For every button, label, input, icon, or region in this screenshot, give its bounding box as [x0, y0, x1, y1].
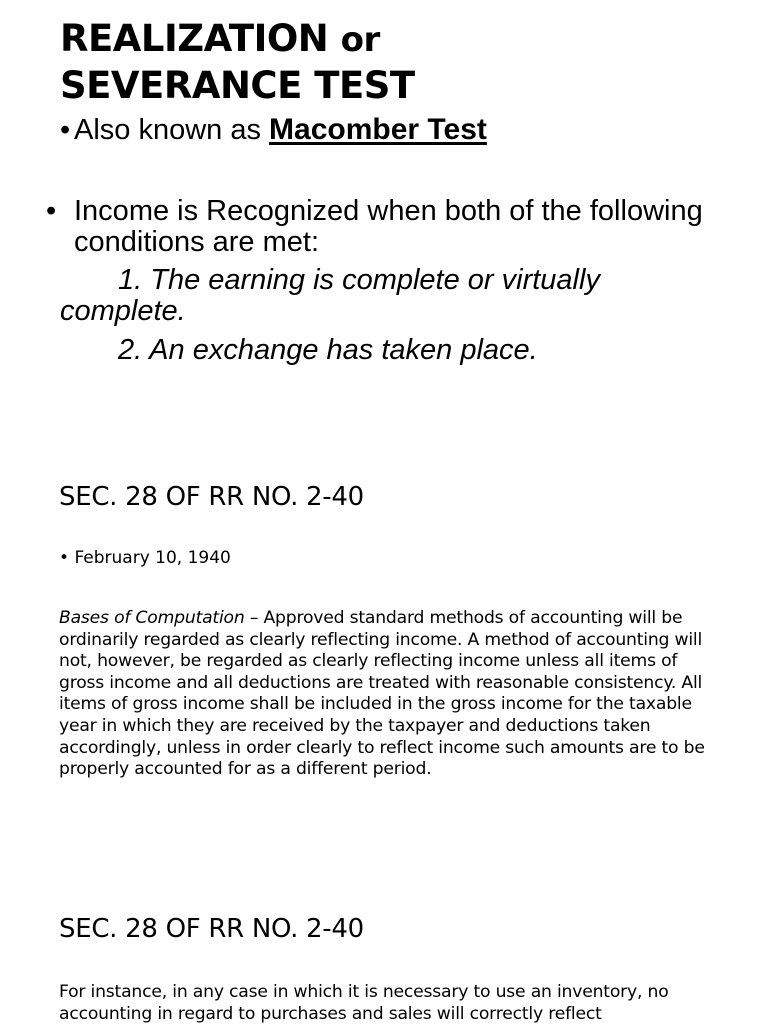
bullet-also-known-as — [60, 114, 487, 146]
condition-1: 1. The earning is complete or virtually complete. — [60, 264, 600, 327]
bases-of-computation-paragraph — [59, 608, 719, 781]
title-line-2: SEVERANCE TEST — [60, 64, 415, 107]
slide-title — [60, 16, 740, 109]
title-or: or — [340, 20, 380, 60]
section-heading-1: SEC. 28 OF RR NO. 2-40 — [59, 482, 364, 512]
bullet-icon: • — [60, 114, 71, 146]
inventory-paragraph: For instance, in any case in which it is necessary to use an inventory, no accounting in regard to purchases and sales will correctly reflect — [59, 982, 669, 1024]
date-bullet-item — [59, 547, 231, 569]
bullet-income-recognized — [46, 195, 734, 258]
bases-of-computation-term: Bases of Computation — [59, 608, 245, 628]
aka-prefix: Also known as — [74, 114, 270, 146]
condition-2: 2. An exchange has taken place. — [118, 334, 538, 366]
section-date: February 10, 1940 — [74, 548, 231, 568]
bullet-icon: • — [59, 548, 70, 568]
section-heading-2: SEC. 28 OF RR NO. 2-40 — [59, 914, 364, 944]
income-text: Income is Recognized when both of the following conditions are met: — [74, 195, 703, 258]
bullet-icon: • — [46, 195, 57, 227]
title-line-1 — [60, 16, 740, 63]
bases-of-computation-body: – Approved standard methods of accounting will be ordinarily regarded as clearly reflecting income. A method of accounting will not, however, be regarded as clearly reflecting income unless all items of gross income and all deductions are treated with reasonable consistency. All items of gross income shall be included in the gross income for the taxable year in which they are received by the taxpayer and deductions taken accordingly, unless in order clearly to reflect income such amounts are to be properly accounted for as a different period. — [59, 608, 705, 780]
macomber-test-label: Macomber Test — [269, 113, 487, 146]
title-realization: REALIZATION — [60, 17, 329, 60]
